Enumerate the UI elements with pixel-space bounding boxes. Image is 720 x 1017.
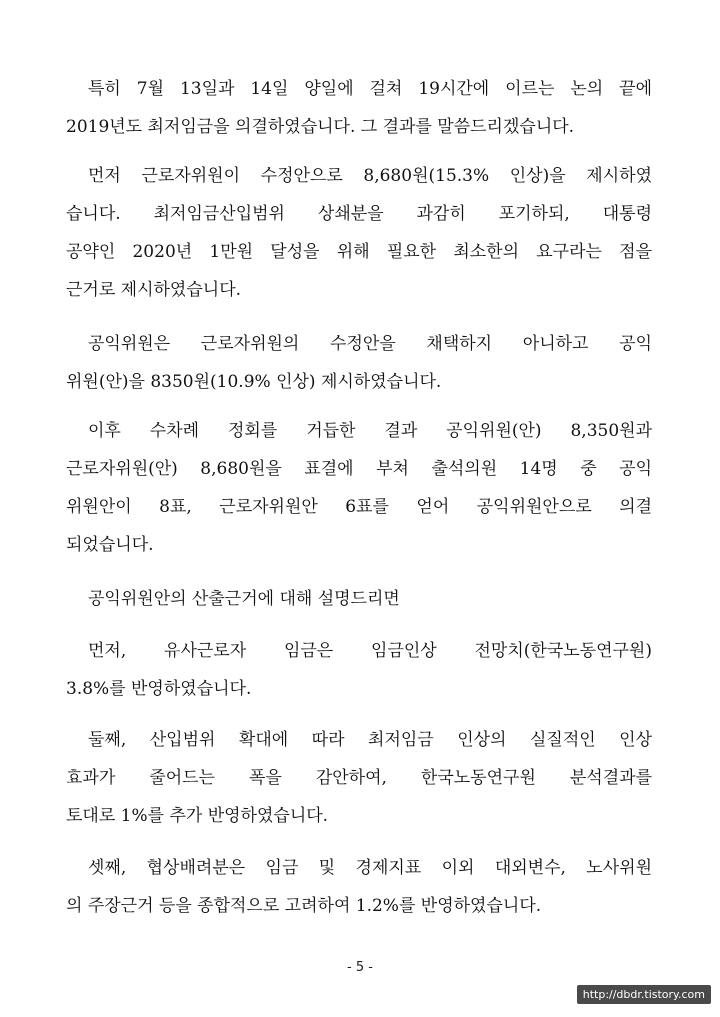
paragraph-line: 3.8%를 반영하였습니다. xyxy=(66,679,252,699)
paragraph-deliberation xyxy=(66,70,652,146)
paragraph-line: 되었습니다. xyxy=(66,535,154,555)
paragraph-line: 특히 7월 13일과 14일 양일에 걸쳐 19시간에 이르는 논의 끝에 xyxy=(88,79,652,99)
paragraph-vote-result xyxy=(66,412,652,564)
paragraph-line: 둘째, 산입범위 확대에 따라 최저임금 인상의 실질적인 인상 xyxy=(88,730,652,750)
paragraph-line: 공익위원안의 산출근거에 대해 설명드리면 xyxy=(88,589,400,609)
paragraph-line: 공익위원은 근로자위원의 수정안을 채택하지 아니하고 공익 xyxy=(88,334,652,354)
paragraph-basis-intro xyxy=(66,580,652,618)
paragraph-basis-third xyxy=(66,849,652,925)
paragraph-line: 이후 수차례 정회를 거듭한 결과 공익위원(안) 8,350원과 xyxy=(88,421,652,441)
paragraph-worker-proposal xyxy=(66,157,652,309)
paragraph-line: 2019년도 최저임금을 의결하였습니다. 그 결과를 말씀드리겠습니다. xyxy=(66,117,575,137)
paragraph-line: 근거로 제시하였습니다. xyxy=(66,280,242,300)
paragraph-line: 먼저 근로자위원이 수정안으로 8,680원(15.3% 인상)을 제시하였 xyxy=(88,166,652,186)
page-number: - 5 - xyxy=(347,960,373,975)
paragraph-line: 공약인 2020년 1만원 달성을 위해 필요한 최소한의 요구라는 점을 xyxy=(66,242,652,262)
paragraph-line: 의 주장근거 등을 종합적으로 고려하여 1.2%를 반영하였습니다. xyxy=(66,896,542,916)
paragraph-public-proposal xyxy=(66,325,652,401)
paragraph-line: 위원(안)을 8350원(10.9% 인상) 제시하였습니다. xyxy=(66,372,442,392)
paragraph-line: 습니다. 최저임금산입범위 상쇄분을 과감히 포기하되, 대통령 xyxy=(66,204,652,224)
paragraph-basis-second xyxy=(66,721,652,835)
paragraph-line: 토대로 1%를 추가 반영하였습니다. xyxy=(66,806,329,826)
paragraph-basis-first xyxy=(66,632,652,708)
source-watermark: http://dbdr.tistory.com xyxy=(577,985,711,1004)
paragraph-line: 셋째, 협상배려분은 임금 및 경제지표 이외 대외변수, 노사위원 xyxy=(88,858,652,878)
paragraph-line: 근로자위원(안) 8,680원을 표결에 부쳐 출석의원 14명 중 공익 xyxy=(66,459,652,479)
paragraph-line: 위원안이 8표, 근로자위원안 6표를 얻어 공익위원안으로 의결 xyxy=(66,497,652,517)
paragraph-line: 먼저, 유사근로자 임금은 임금인상 전망치(한국노동연구원) xyxy=(88,641,652,661)
paragraph-line: 효과가 줄어드는 폭을 감안하여, 한국노동연구원 분석결과를 xyxy=(66,768,652,788)
